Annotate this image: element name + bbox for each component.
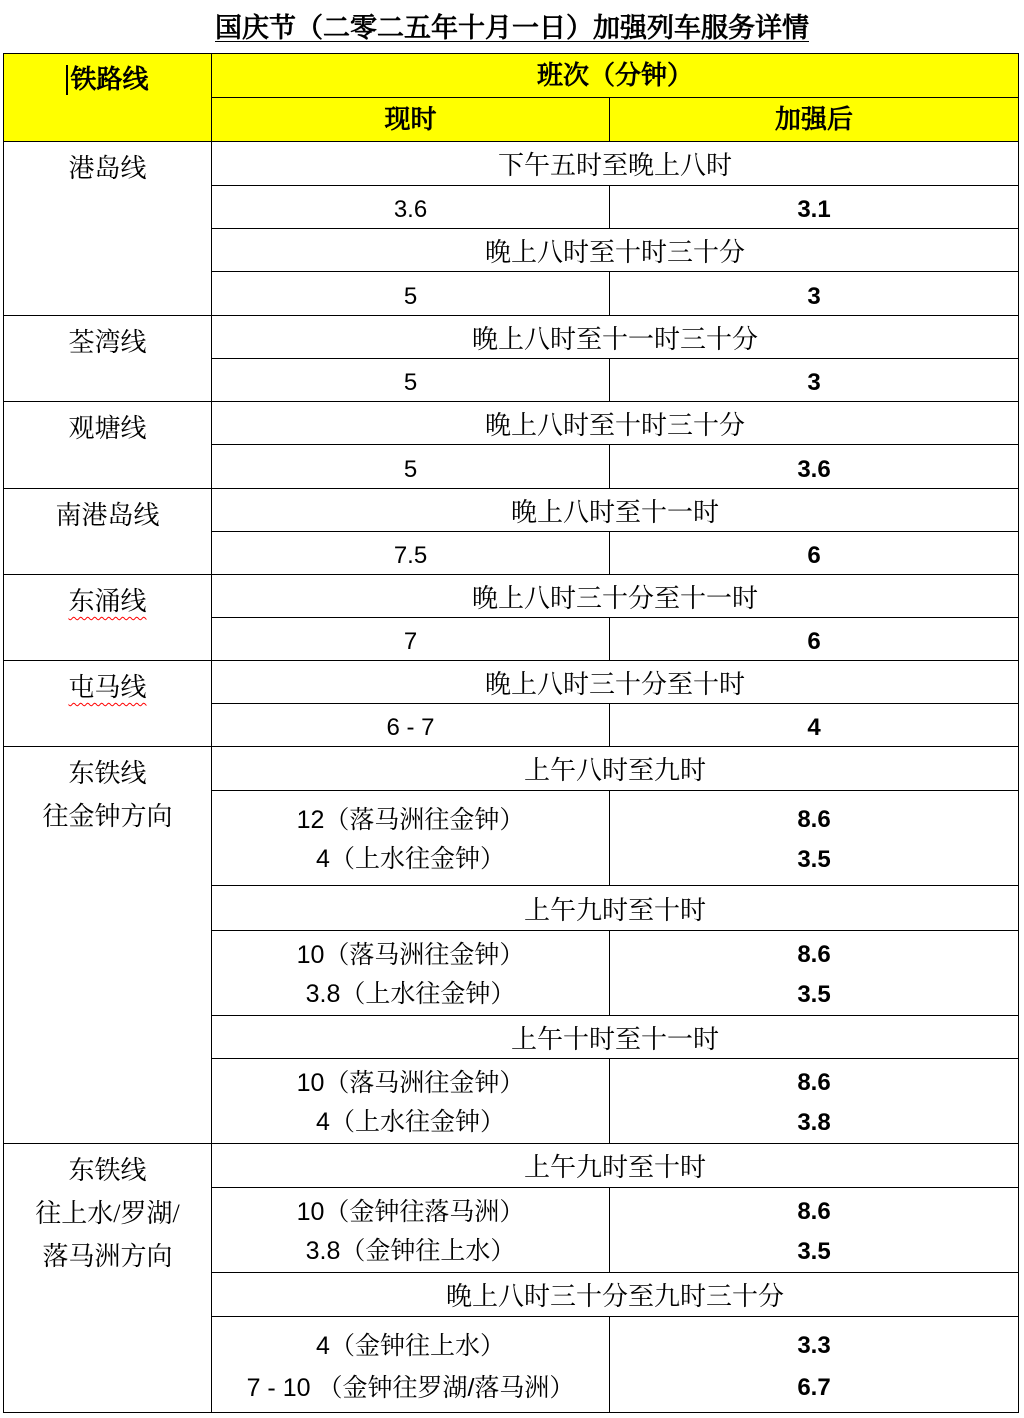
enhanced-frequency: 3.1 <box>610 186 1018 228</box>
enhanced-frequency: 6 <box>610 618 1018 660</box>
enhanced-frequency-line: 3.3 <box>797 1331 831 1359</box>
current-frequency: 6 - 7 <box>212 704 609 746</box>
time-period: 上午九时至十时 <box>212 1144 1018 1187</box>
current-frequency: 3.6 <box>212 186 609 228</box>
current-frequency-line: 7 - 10 （金钟往罗湖/落马洲） <box>246 1373 575 1402</box>
current-frequency-line: 12（落马洲往金钟） <box>296 806 525 834</box>
current-frequency: 7.5 <box>212 532 609 574</box>
current-frequency <box>212 1317 609 1412</box>
current-frequency-line: 4（上水往金钟） <box>316 1108 505 1136</box>
current-frequency <box>212 791 609 885</box>
time-period: 晚上八时至十一时三十分 <box>212 316 1018 358</box>
railway-line-name-text: 东涌线 <box>68 587 147 616</box>
text-cursor <box>66 65 68 95</box>
service-table <box>3 53 1019 1413</box>
railway-line-name-text: 东铁线 <box>68 759 147 788</box>
enhanced-frequency <box>610 791 1018 885</box>
time-period: 上午十时至十一时 <box>212 1016 1018 1058</box>
enhanced-frequency <box>610 1188 1018 1272</box>
time-period: 晚上八时至十时三十分 <box>212 402 1018 444</box>
enhanced-frequency: 6 <box>610 532 1018 574</box>
current-frequency <box>212 1059 609 1143</box>
current-frequency: 5 <box>212 272 609 315</box>
railway-line-direction-text: 往金钟方向 <box>42 802 173 831</box>
current-frequency <box>212 1188 609 1272</box>
enhanced-frequency-line: 3.5 <box>797 981 831 1008</box>
enhanced-frequency: 3 <box>610 272 1018 315</box>
time-period: 上午八时至九时 <box>212 747 1018 790</box>
header-railway-line-label: 铁路线 <box>70 65 149 94</box>
railway-line-name-text: 观塘线 <box>68 414 147 443</box>
enhanced-frequency-line: 8.6 <box>797 941 831 968</box>
railway-line-name-text: 南港岛线 <box>55 501 160 530</box>
document-title <box>0 0 1024 50</box>
header-enhanced: 加强后 <box>610 98 1018 141</box>
railway-line-name <box>4 316 211 401</box>
railway-line-name-text: 屯马线 <box>68 673 147 702</box>
time-period: 下午五时至晚上八时 <box>212 142 1018 185</box>
enhanced-frequency-line: 3.8 <box>797 1109 831 1136</box>
time-period: 晚上八时三十分至九时三十分 <box>212 1273 1018 1316</box>
header-frequency: 班次（分钟） <box>212 54 1018 97</box>
time-period: 晚上八时三十分至十时 <box>212 661 1018 703</box>
header-railway-line <box>4 54 211 141</box>
current-frequency-line: 10（落马洲往金钟） <box>296 1069 525 1097</box>
enhanced-frequency-line: 8.6 <box>797 1198 831 1225</box>
railway-line-name-text: 港岛线 <box>68 154 147 183</box>
header-current: 现时 <box>212 98 609 141</box>
enhanced-frequency <box>610 1317 1018 1412</box>
railway-line-name <box>4 402 211 488</box>
enhanced-frequency-line: 8.6 <box>797 1069 831 1096</box>
current-frequency-line: 4（金钟往上水） <box>316 1331 505 1360</box>
railway-line-direction-text: 往上水/罗湖/ <box>35 1199 180 1228</box>
railway-line-name <box>4 142 211 315</box>
time-period: 晚上八时至十一时 <box>212 489 1018 531</box>
railway-line-name <box>4 747 211 1143</box>
enhanced-frequency: 4 <box>610 704 1018 746</box>
current-frequency: 5 <box>212 359 609 401</box>
enhanced-frequency: 3.6 <box>610 445 1018 488</box>
current-frequency-line: 10（落马洲往金钟） <box>296 941 525 969</box>
enhanced-frequency: 3 <box>610 359 1018 401</box>
current-frequency: 7 <box>212 618 609 660</box>
enhanced-frequency <box>610 1059 1018 1143</box>
time-period: 晚上八时三十分至十一时 <box>212 575 1018 617</box>
railway-line-name-text: 荃湾线 <box>68 328 147 357</box>
enhanced-frequency-line: 3.5 <box>797 1238 831 1265</box>
time-period: 上午九时至十时 <box>212 886 1018 930</box>
railway-line-name <box>4 1144 211 1412</box>
enhanced-frequency-line: 3.5 <box>797 846 831 873</box>
current-frequency-line: 3.8（金钟往上水） <box>305 1237 516 1265</box>
time-period: 晚上八时至十时三十分 <box>212 229 1018 271</box>
railway-line-direction-text: 落马洲方向 <box>42 1242 173 1271</box>
enhanced-frequency-line: 6.7 <box>797 1373 831 1401</box>
enhanced-frequency <box>610 931 1018 1015</box>
current-frequency-line: 3.8（上水往金钟） <box>305 980 516 1008</box>
railway-line-name <box>4 575 211 660</box>
railway-line-name-text: 东铁线 <box>68 1156 147 1185</box>
railway-line-name <box>4 661 211 746</box>
current-frequency-line: 10（金钟往落马洲） <box>296 1198 525 1226</box>
document-title-text: 国庆节（二零二五年十月一日）加强列车服务详情 <box>215 12 809 43</box>
railway-line-name <box>4 489 211 574</box>
current-frequency: 5 <box>212 445 609 488</box>
current-frequency-line: 4（上水往金钟） <box>316 845 505 873</box>
current-frequency <box>212 931 609 1015</box>
enhanced-frequency-line: 8.6 <box>797 806 831 833</box>
